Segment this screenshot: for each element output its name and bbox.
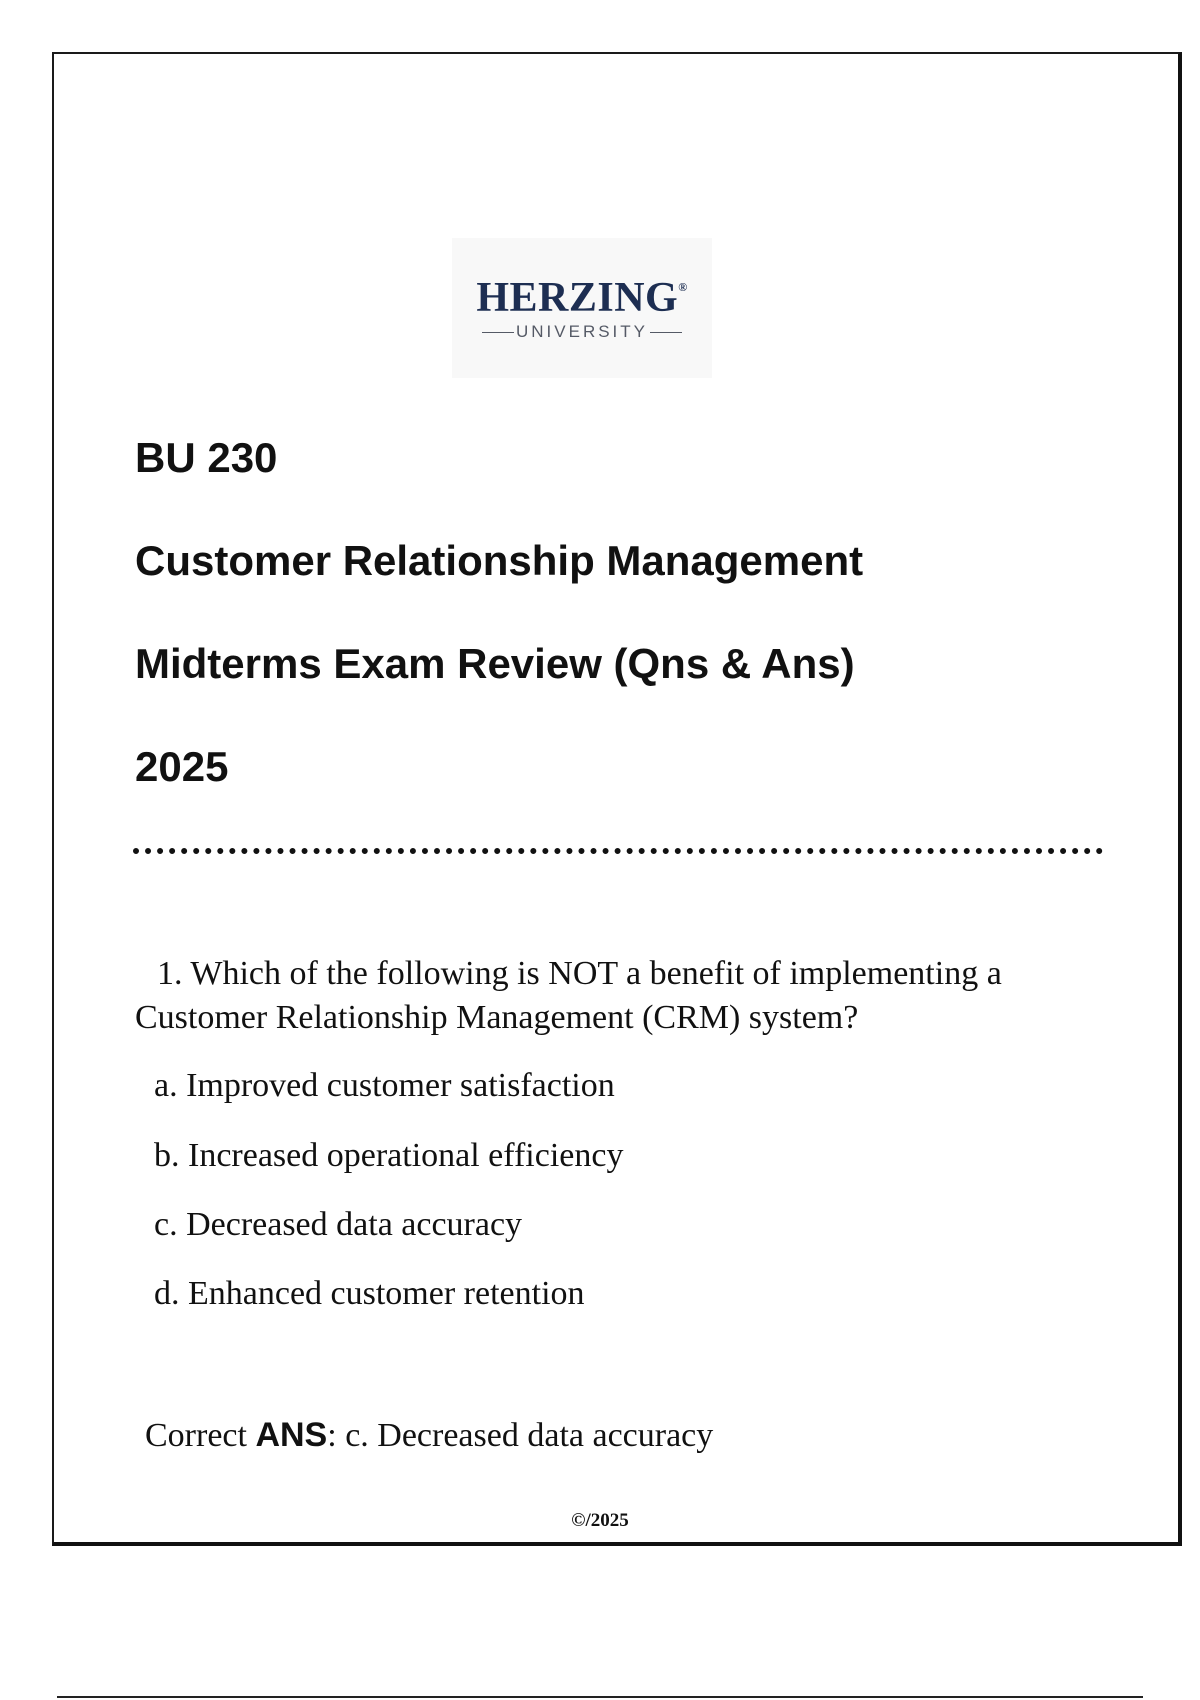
question-number: 1. (157, 955, 183, 992)
course-code: BU 230 (135, 434, 278, 481)
logo-rule-right (650, 332, 682, 333)
logo-registered-mark: ® (678, 280, 688, 294)
answer-prefix: Correct (145, 1417, 256, 1454)
question-1 (135, 952, 1075, 1040)
document-year: 2025 (135, 743, 229, 790)
copyright-notice: ©/2025 (571, 1510, 629, 1531)
dotted-divider (133, 848, 1103, 854)
question-text: Which of the following is NOT a benefit of implementing a Customer Relationship Management (CRM) system? (135, 955, 1002, 1036)
logo-subline (452, 322, 712, 342)
option-c: c. Decreased data accuracy (154, 1206, 523, 1243)
option-b: b. Increased operational efficiency (154, 1137, 624, 1174)
bottom-rule (57, 1696, 1143, 1698)
review-title: Midterms Exam Review (Qns & Ans) (135, 640, 855, 687)
course-title: Customer Relationship Management (135, 537, 864, 584)
option-d: d. Enhanced customer retention (154, 1275, 585, 1312)
logo-rule-left (482, 332, 514, 333)
logo-wordmark-text: HERZING (476, 275, 679, 321)
answer-key: ANS (255, 1416, 328, 1454)
herzing-university-logo (452, 238, 712, 378)
logo-subline-text: UNIVERSITY (515, 322, 649, 341)
option-a: a. Improved customer satisfaction (154, 1067, 615, 1104)
logo-wordmark (452, 274, 712, 322)
answer-value: : c. Decreased data accuracy (327, 1417, 714, 1454)
correct-answer (145, 1416, 713, 1455)
